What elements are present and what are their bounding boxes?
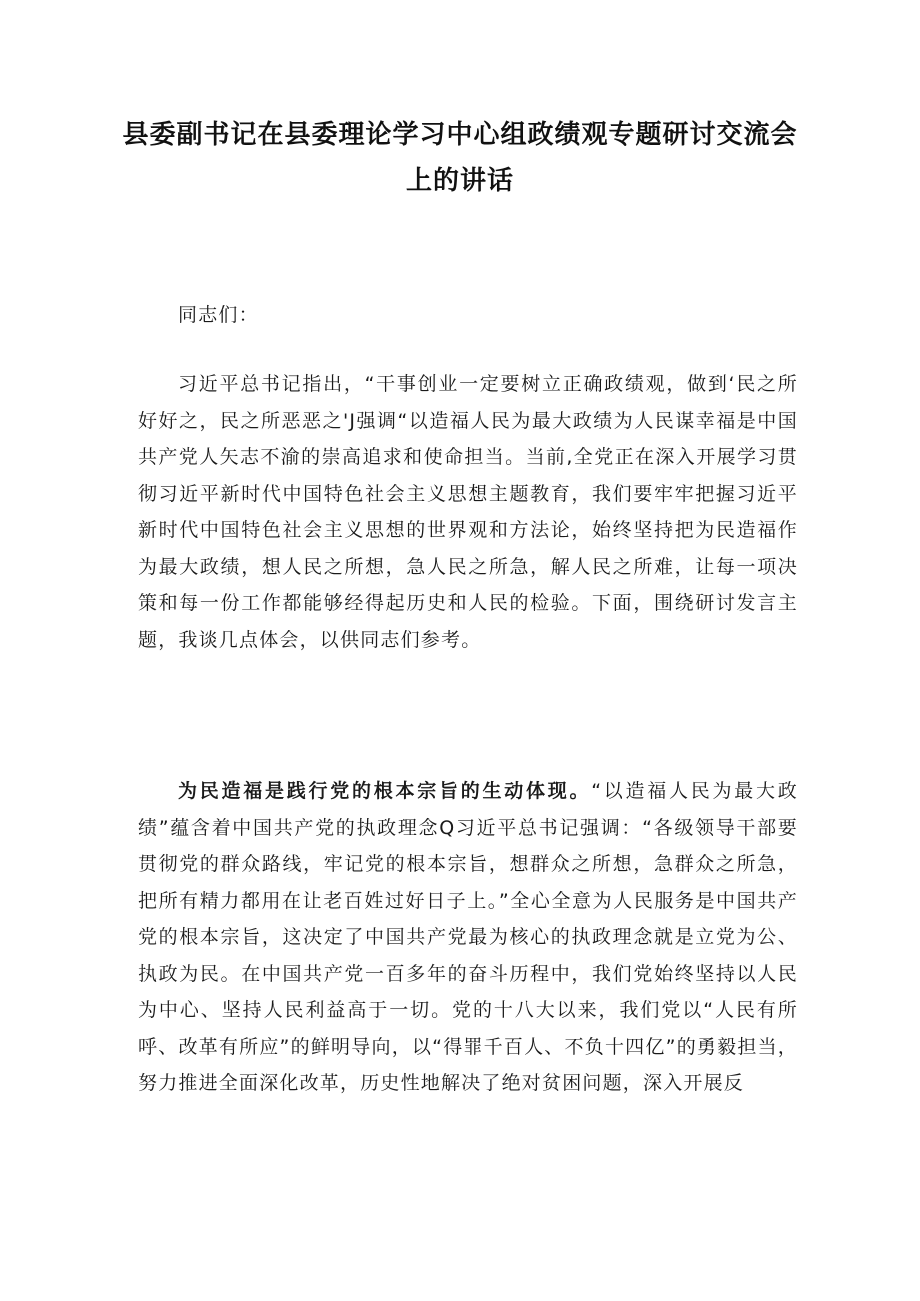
paragraph-text: “以造福人民为最大政绩”蕴含着中国共产党的执政理念Q习近平总书记强调：“各级领导干部要贯彻党的群众路线，牢记党的根本宗旨，想群众之所想，急群众之所急，把所有精力都用在让老百姓过好日子上。”全心全意为人民服务是中国共产党的根本宗旨，这决定了中国共产党最为核心的执政理念就是立党为公、执政为民。在中国共产党一百多年的奋斗历程中，我们党始终坚持以人民为中心、坚持人民利益高于一切。党的十八大以来，我们党以“人民有所呼、改革有所应”的鲜明导向，以“得罪千百人、不负十四亿”的勇毅担当，努力推进全面深化改革，历史性地解决了绝对贫困问题，深入开展反 <box>138 780 798 1094</box>
paragraph-intro <box>138 366 798 658</box>
document-title: 县委副书记在县委理论学习中心组政绩观专题研讨交流会上的讲话 <box>122 120 798 196</box>
paragraph-section-1 <box>138 773 798 1102</box>
paragraph-lead-heading: 为民造福是践行党的根本宗旨的生动体现。 <box>178 780 592 802</box>
paragraph-text: 习近平总书记指出，“干事创业一定要树立正确政绩观，做到‘民之所好好之，民之所恶恶之'J强调“以造福人民为最大政绩为人民谋幸福是中国共产党人矢志不渝的崇高追求和使命担当。当前,全党正在深入开展学习贯彻习近平新时代中国特色社会主义思想主题教育，我们要牢牢把握习近平新时代中国特色社会主义思想的世界观和方法论，始终坚持把为民造福作为最大政绩，想人民之所想，急人民之所急，解人民之所难，让每一项决策和每一份工作都能够经得起历史和人民的检验。下面，围绕研讨发言主题，我谈几点体会，以供同志们参考。 <box>138 373 798 651</box>
salutation: 同志们： <box>178 304 259 326</box>
